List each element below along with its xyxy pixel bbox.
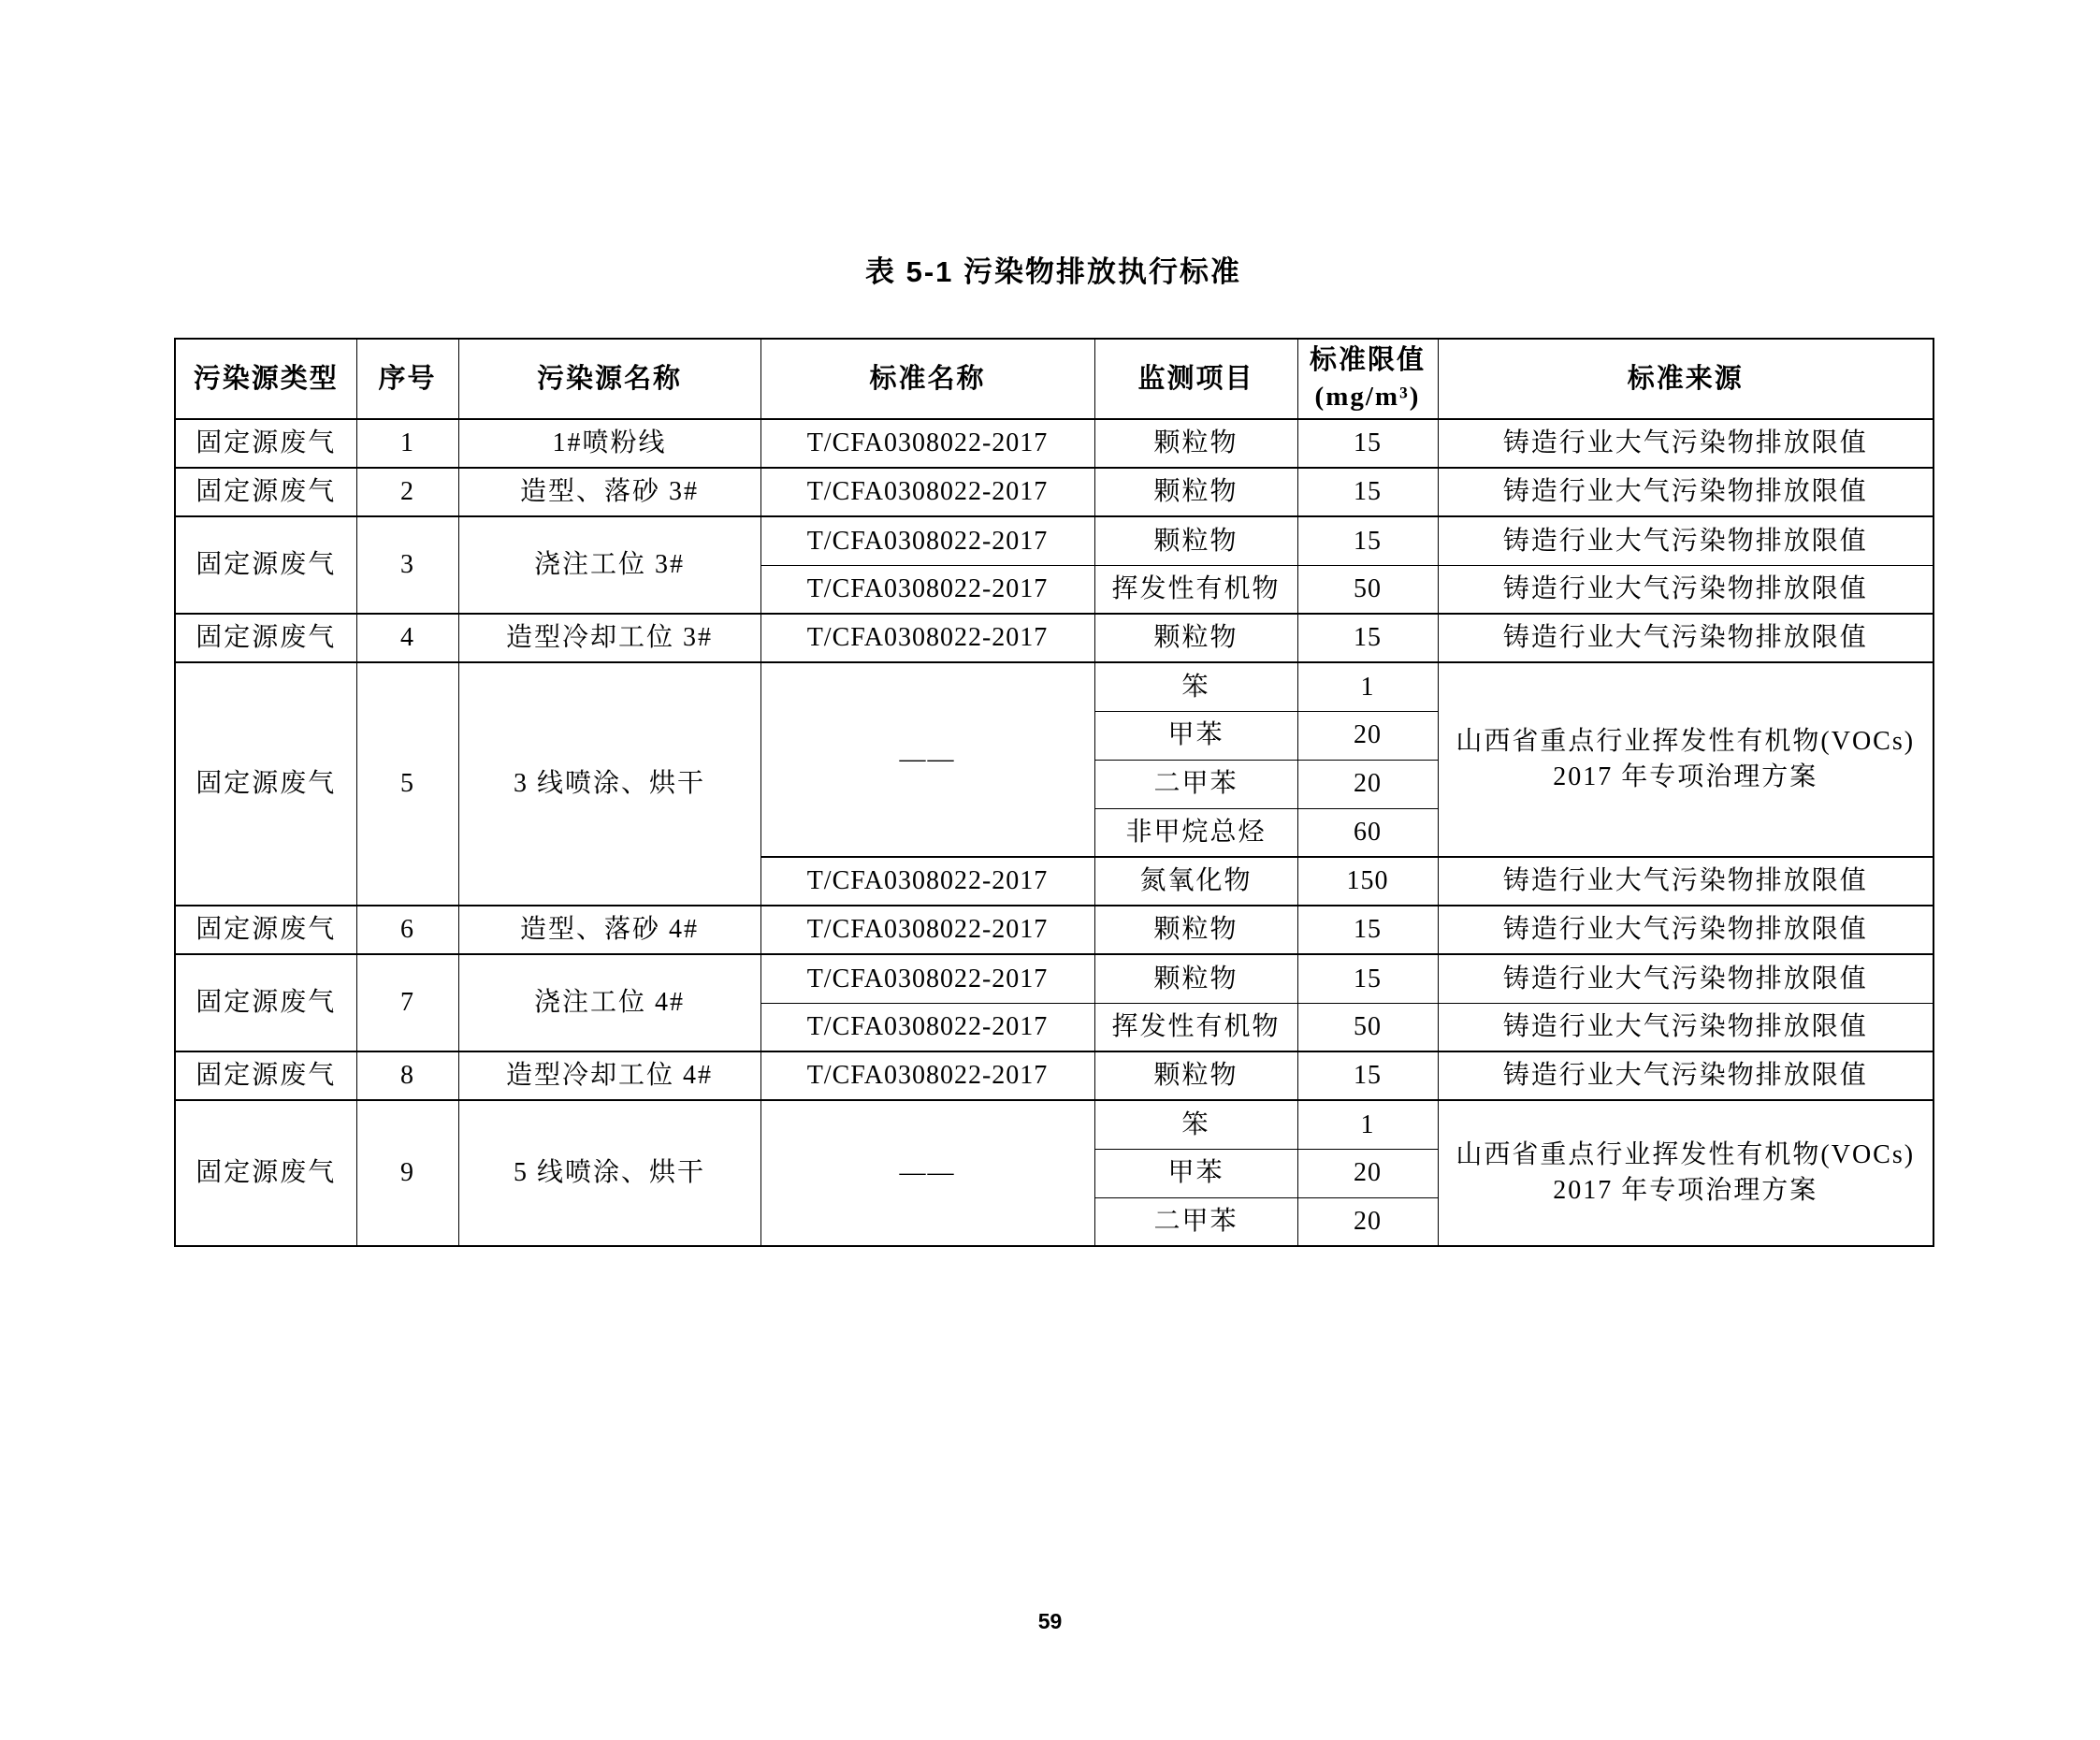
cell-source-name: 3 线喷涂、烘干 <box>458 662 760 906</box>
cell-standard-origin <box>1438 1100 1933 1246</box>
cell-source-name: 浇注工位 4# <box>458 954 760 1051</box>
cell-source-type: 固定源废气 <box>175 468 356 516</box>
table-row <box>175 468 1933 516</box>
cell-limit: 1 <box>1297 1100 1438 1149</box>
cell-standard-name: —— <box>760 662 1094 857</box>
cell-standard-origin: 铸造行业大气污染物排放限值 <box>1438 857 1933 906</box>
table-row <box>175 662 1933 711</box>
cell-source-type: 固定源废气 <box>175 662 356 906</box>
cell-monitor-item: 颗粒物 <box>1094 614 1297 662</box>
cell-standard-name: T/CFA0308022-2017 <box>760 516 1094 565</box>
cell-no: 9 <box>356 1100 458 1246</box>
table-title: 表 5-1 污染物排放执行标准 <box>864 255 1242 288</box>
cell-standard-name: T/CFA0308022-2017 <box>760 468 1094 516</box>
origin-line1: 山西省重点行业挥发性有机物(VOCs) <box>1456 727 1916 757</box>
cell-no: 3 <box>356 516 458 614</box>
cell-monitor-item: 甲苯 <box>1094 1149 1297 1197</box>
cell-limit: 15 <box>1297 468 1438 516</box>
cell-monitor-item: 挥发性有机物 <box>1094 565 1297 614</box>
cell-monitor-item: 笨 <box>1094 1100 1297 1149</box>
cell-standard-name: T/CFA0308022-2017 <box>760 1003 1094 1051</box>
cell-source-type: 固定源废气 <box>175 906 356 954</box>
cell-source-type: 固定源废气 <box>175 419 356 468</box>
header-standard-name: 标准名称 <box>760 339 1094 419</box>
cell-limit: 15 <box>1297 906 1438 954</box>
cell-limit: 1 <box>1297 662 1438 711</box>
table-row <box>175 419 1933 468</box>
cell-limit: 50 <box>1297 1003 1438 1051</box>
cell-limit: 20 <box>1297 1197 1438 1246</box>
cell-limit: 20 <box>1297 1149 1438 1197</box>
header-monitor-item: 监测项目 <box>1094 339 1297 419</box>
cell-source-type: 固定源废气 <box>175 1100 356 1246</box>
cell-limit: 15 <box>1297 954 1438 1003</box>
cell-standard-origin: 铸造行业大气污染物排放限值 <box>1438 1051 1933 1100</box>
header-no: 序号 <box>356 339 458 419</box>
header-standard-origin: 标准来源 <box>1438 339 1933 419</box>
cell-standard-name: T/CFA0308022-2017 <box>760 614 1094 662</box>
cell-monitor-item: 笨 <box>1094 662 1297 711</box>
cell-standard-origin: 铸造行业大气污染物排放限值 <box>1438 614 1933 662</box>
cell-limit: 15 <box>1297 614 1438 662</box>
cell-standard-name: T/CFA0308022-2017 <box>760 906 1094 954</box>
page-number: 59 <box>1037 1609 1063 1633</box>
cell-monitor-item: 氮氧化物 <box>1094 857 1297 906</box>
cell-no: 1 <box>356 419 458 468</box>
cell-no: 4 <box>356 614 458 662</box>
cell-standard-name: T/CFA0308022-2017 <box>760 419 1094 468</box>
cell-standard-origin: 铸造行业大气污染物排放限值 <box>1438 516 1933 565</box>
cell-source-name: 1#喷粉线 <box>458 419 760 468</box>
cell-source-name: 浇注工位 3# <box>458 516 760 614</box>
cell-limit: 150 <box>1297 857 1438 906</box>
cell-standard-name: T/CFA0308022-2017 <box>760 1051 1094 1100</box>
cell-source-type: 固定源废气 <box>175 1051 356 1100</box>
cell-standard-origin: 铸造行业大气污染物排放限值 <box>1438 419 1933 468</box>
header-source-type: 污染源类型 <box>175 339 356 419</box>
cell-source-name: 造型、落砂 3# <box>458 468 760 516</box>
header-source-name: 污染源名称 <box>458 339 760 419</box>
cell-monitor-item: 颗粒物 <box>1094 1051 1297 1100</box>
cell-no: 8 <box>356 1051 458 1100</box>
cell-monitor-item: 颗粒物 <box>1094 516 1297 565</box>
table-row <box>175 1051 1933 1100</box>
cell-monitor-item: 颗粒物 <box>1094 954 1297 1003</box>
cell-standard-name: —— <box>760 1100 1094 1246</box>
cell-limit: 15 <box>1297 516 1438 565</box>
cell-source-name: 5 线喷涂、烘干 <box>458 1100 760 1246</box>
cell-source-type: 固定源废气 <box>175 954 356 1051</box>
cell-standard-origin <box>1438 662 1933 857</box>
cell-monitor-item: 颗粒物 <box>1094 906 1297 954</box>
cell-monitor-item: 非甲烷总烃 <box>1094 808 1297 857</box>
cell-no: 5 <box>356 662 458 906</box>
cell-monitor-item: 二甲苯 <box>1094 1197 1297 1246</box>
cell-limit: 60 <box>1297 808 1438 857</box>
header-limit-line1: 标准限值 <box>1309 345 1426 376</box>
header-limit-line2: (mg/m³) <box>1314 382 1421 413</box>
table-row <box>175 516 1933 565</box>
cell-no: 2 <box>356 468 458 516</box>
cell-source-name: 造型、落砂 4# <box>458 906 760 954</box>
cell-standard-name: T/CFA0308022-2017 <box>760 565 1094 614</box>
cell-limit: 50 <box>1297 565 1438 614</box>
cell-no: 6 <box>356 906 458 954</box>
cell-no: 7 <box>356 954 458 1051</box>
cell-standard-origin: 铸造行业大气污染物排放限值 <box>1438 565 1933 614</box>
cell-monitor-item: 甲苯 <box>1094 711 1297 760</box>
table-row <box>175 1100 1933 1149</box>
cell-limit: 15 <box>1297 419 1438 468</box>
cell-limit: 15 <box>1297 1051 1438 1100</box>
header-row <box>175 339 1933 419</box>
cell-standard-origin: 铸造行业大气污染物排放限值 <box>1438 954 1933 1003</box>
header-limit <box>1297 339 1438 419</box>
cell-source-type: 固定源废气 <box>175 516 356 614</box>
pollutant-standards-table <box>174 338 1934 1247</box>
cell-standard-origin: 铸造行业大气污染物排放限值 <box>1438 468 1933 516</box>
origin-line2: 2017 年专项治理方案 <box>1553 1176 1818 1206</box>
cell-standard-name: T/CFA0308022-2017 <box>760 954 1094 1003</box>
cell-monitor-item: 挥发性有机物 <box>1094 1003 1297 1051</box>
cell-monitor-item: 颗粒物 <box>1094 419 1297 468</box>
cell-monitor-item: 颗粒物 <box>1094 468 1297 516</box>
cell-limit: 20 <box>1297 711 1438 760</box>
cell-standard-origin: 铸造行业大气污染物排放限值 <box>1438 1003 1933 1051</box>
table-row <box>175 954 1933 1003</box>
cell-standard-origin: 铸造行业大气污染物排放限值 <box>1438 906 1933 954</box>
cell-standard-name: T/CFA0308022-2017 <box>760 857 1094 906</box>
table-row <box>175 906 1933 954</box>
origin-line1: 山西省重点行业挥发性有机物(VOCs) <box>1456 1140 1916 1170</box>
table-row <box>175 614 1933 662</box>
origin-line2: 2017 年专项治理方案 <box>1553 762 1818 792</box>
cell-monitor-item: 二甲苯 <box>1094 760 1297 808</box>
cell-source-name: 造型冷却工位 3# <box>458 614 760 662</box>
cell-source-type: 固定源废气 <box>175 614 356 662</box>
cell-limit: 20 <box>1297 760 1438 808</box>
cell-source-name: 造型冷却工位 4# <box>458 1051 760 1100</box>
